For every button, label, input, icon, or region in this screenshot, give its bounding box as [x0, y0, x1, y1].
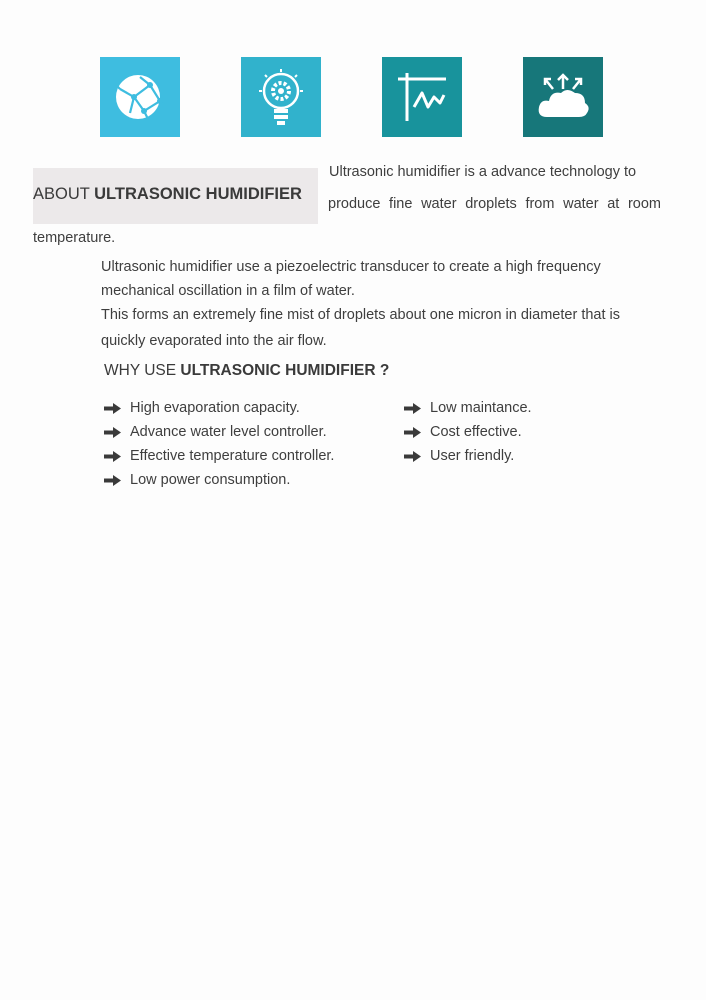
- cloud-arrows-tile: [523, 57, 603, 137]
- benefits-list-left: [104, 396, 334, 492]
- arrow-right-icon: [404, 451, 430, 462]
- lightbulb-gear-icon: [251, 67, 311, 127]
- benefit-item: [404, 420, 532, 444]
- description-line: Ultrasonic humidifier use a piezoelectric transducer to create a high frequency: [101, 259, 601, 275]
- globe-network-tile: [100, 57, 180, 137]
- arrow-right-icon: [104, 451, 130, 462]
- benefits-list-right: [404, 396, 532, 468]
- about-heading: [33, 185, 302, 204]
- about-heading-prefix: ABOUT: [33, 185, 90, 203]
- description-line: mechanical oscillation in a film of water.: [101, 283, 355, 299]
- benefit-item: [104, 444, 334, 468]
- intro-text-line: Ultrasonic humidifier is a advance technology to: [329, 164, 637, 180]
- benefit-item: [104, 396, 334, 420]
- why-use-heading-prefix: WHY USE: [104, 362, 177, 379]
- cloud-arrows-icon: [533, 67, 593, 127]
- benefit-label: Effective temperature controller.: [130, 448, 335, 464]
- benefit-item: [104, 468, 334, 492]
- globe-network-icon: [110, 67, 170, 127]
- why-use-heading: [104, 362, 389, 380]
- arrow-right-icon: [104, 403, 130, 414]
- benefit-label: High evaporation capacity.: [130, 400, 300, 416]
- arrow-right-icon: [104, 475, 130, 486]
- description-line: This forms an extremely fine mist of droplets about one micron in diameter that is: [101, 307, 620, 323]
- benefit-item: [404, 396, 532, 420]
- arrow-right-icon: [104, 427, 130, 438]
- description-line: quickly evaporated into the air flow.: [101, 333, 327, 349]
- intro-text-line: temperature.: [33, 230, 116, 246]
- lightbulb-gear-tile: [241, 57, 321, 137]
- benefit-item: [404, 444, 532, 468]
- benefit-item: [104, 420, 334, 444]
- intro-text-line: produce fine water droplets from water at room: [328, 196, 661, 212]
- benefit-label: Low power consumption.: [130, 472, 291, 488]
- arrow-right-icon: [404, 403, 430, 414]
- benefit-label: Low maintance.: [430, 400, 532, 416]
- arrow-right-icon: [404, 427, 430, 438]
- chart-graph-tile: [382, 57, 462, 137]
- about-heading-bold: ULTRASONIC HUMIDIFIER: [94, 185, 302, 203]
- benefit-label: User friendly.: [430, 448, 515, 464]
- chart-graph-icon: [392, 67, 452, 127]
- benefit-label: Advance water level controller.: [130, 424, 327, 440]
- why-use-heading-bold: ULTRASONIC HUMIDIFIER ?: [180, 362, 390, 379]
- benefit-label: Cost effective.: [430, 424, 522, 440]
